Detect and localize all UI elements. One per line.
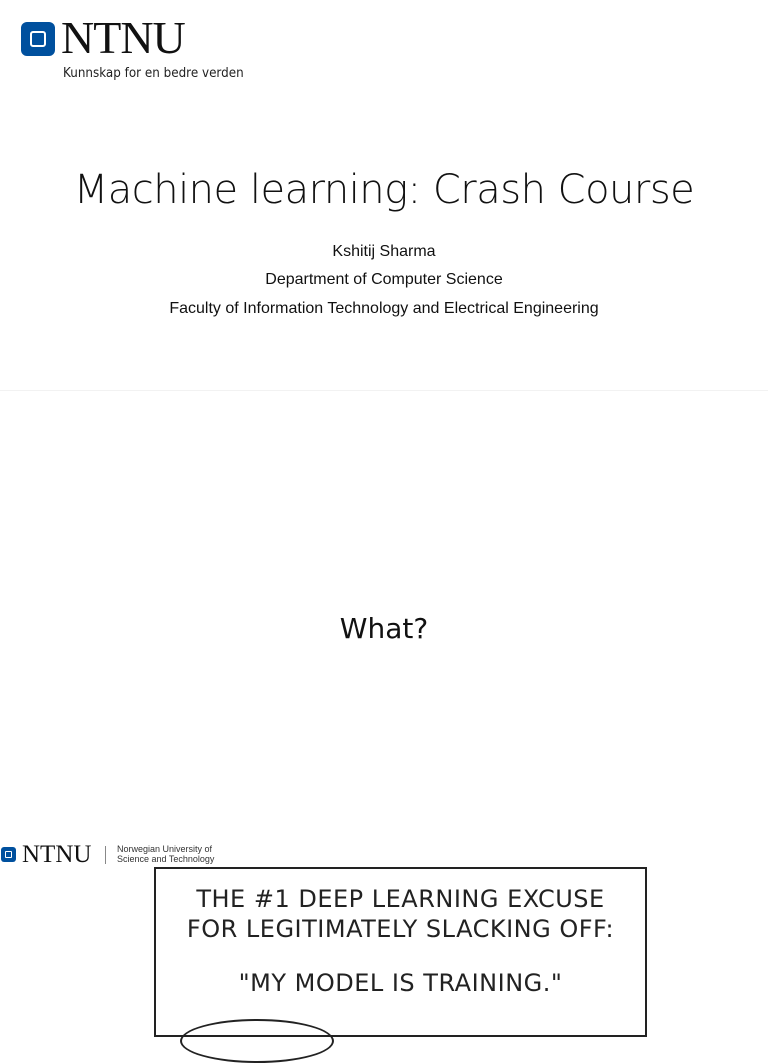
- author-name: Kshitij Sharma: [332, 243, 436, 260]
- ntnu-small-wordmark: NTNU: [22, 841, 92, 868]
- comic-caption-line1: THE #1 DEEP LEARNING EXCUSE: [196, 885, 605, 913]
- university-name: [117, 844, 214, 864]
- logo-separator: [105, 846, 106, 864]
- comic-speech-bubble: [180, 1019, 334, 1063]
- university-name-line1: Norwegian University of: [117, 844, 213, 854]
- comic-panel: [154, 867, 647, 1037]
- ntnu-logo-icon: [21, 22, 55, 56]
- ntnu-tagline: Kunnskap for en bedre verden: [63, 66, 244, 81]
- university-name-line2: Science and Technology: [117, 854, 215, 864]
- slide-title: Machine learning: Crash Course: [73, 167, 695, 213]
- section-heading: What?: [339, 612, 429, 645]
- ntnu-small-logo-icon: [1, 847, 16, 862]
- department-name: Department of Computer Science: [265, 271, 503, 288]
- comic-caption-line2: FOR LEGITIMATELY SLACKING OFF:: [186, 915, 615, 943]
- faculty-name: Faculty of Information Technology and Electrical Engineering: [169, 300, 599, 317]
- ntnu-wordmark: NTNU: [61, 12, 185, 63]
- comic-quote: "MY MODEL IS TRAINING.": [238, 969, 563, 997]
- title-slide: [0, 0, 768, 380]
- slide-divider: [0, 390, 768, 391]
